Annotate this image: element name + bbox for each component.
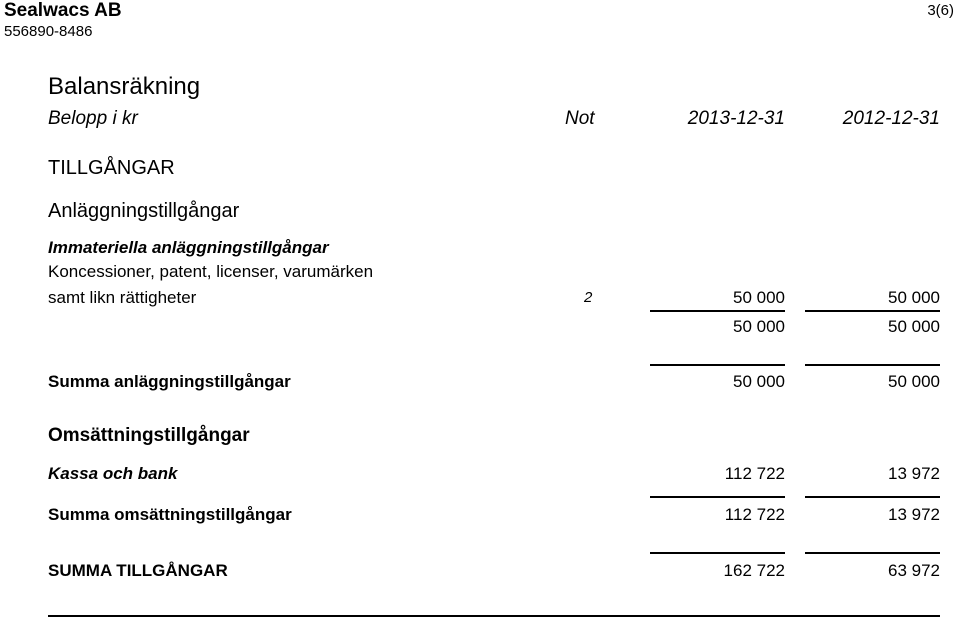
intangible-assets-heading: Immateriella anläggningstillgångar (48, 238, 329, 257)
cash-value-2013: 112 722 (724, 464, 785, 483)
rule-2012 (805, 310, 940, 312)
total-assets-label: SUMMA TILLGÅNGAR (48, 561, 228, 580)
assets-heading: TILLGÅNGAR (48, 157, 175, 179)
company-name: Sealwacs AB (4, 0, 122, 21)
rule-2013 (650, 496, 785, 498)
org-number: 556890-8486 (4, 23, 93, 40)
total-current-assets-2012: 13 972 (888, 505, 940, 524)
concessions-label-line2: samt likn rättigheter (48, 288, 197, 307)
total-assets-2012: 63 972 (888, 561, 940, 580)
bottom-rule (48, 615, 940, 617)
rule-2012 (805, 552, 940, 554)
rule-2013 (650, 552, 785, 554)
rule-2012 (805, 496, 940, 498)
page-title: Balansräkning (48, 73, 201, 100)
concessions-value-2012: 50 000 (888, 288, 940, 307)
total-current-assets-label: Summa omsättningstillgångar (48, 505, 292, 524)
note-column-header: Not (565, 108, 595, 129)
total-assets-2013: 162 722 (723, 561, 785, 580)
concessions-label-line1: Koncessioner, patent, licenser, varumärken (48, 262, 374, 281)
intangible-subtotal-2013: 50 000 (733, 317, 785, 336)
column-header-2012: 2012-12-31 (842, 108, 940, 129)
total-fixed-assets-label: Summa anläggningstillgångar (48, 372, 291, 391)
current-assets-heading: Omsättningstillgångar (48, 425, 250, 446)
intangible-subtotal-2012: 50 000 (888, 317, 940, 336)
total-fixed-assets-2013: 50 000 (733, 372, 785, 391)
total-current-assets-2013: 112 722 (724, 505, 785, 524)
cash-value-2012: 13 972 (888, 464, 940, 483)
page-number: 3(6) (927, 2, 954, 19)
fixed-assets-heading: Anläggningstillgångar (48, 200, 240, 222)
rule-2012 (805, 364, 940, 366)
amount-label: Belopp i kr (48, 108, 138, 129)
concessions-note: 2 (584, 289, 593, 306)
total-fixed-assets-2012: 50 000 (888, 372, 940, 391)
cash-label: Kassa och bank (48, 464, 178, 483)
rule-2013 (650, 310, 785, 312)
concessions-value-2013: 50 000 (733, 288, 785, 307)
rule-2013 (650, 364, 785, 366)
column-header-2013: 2013-12-31 (687, 108, 785, 129)
